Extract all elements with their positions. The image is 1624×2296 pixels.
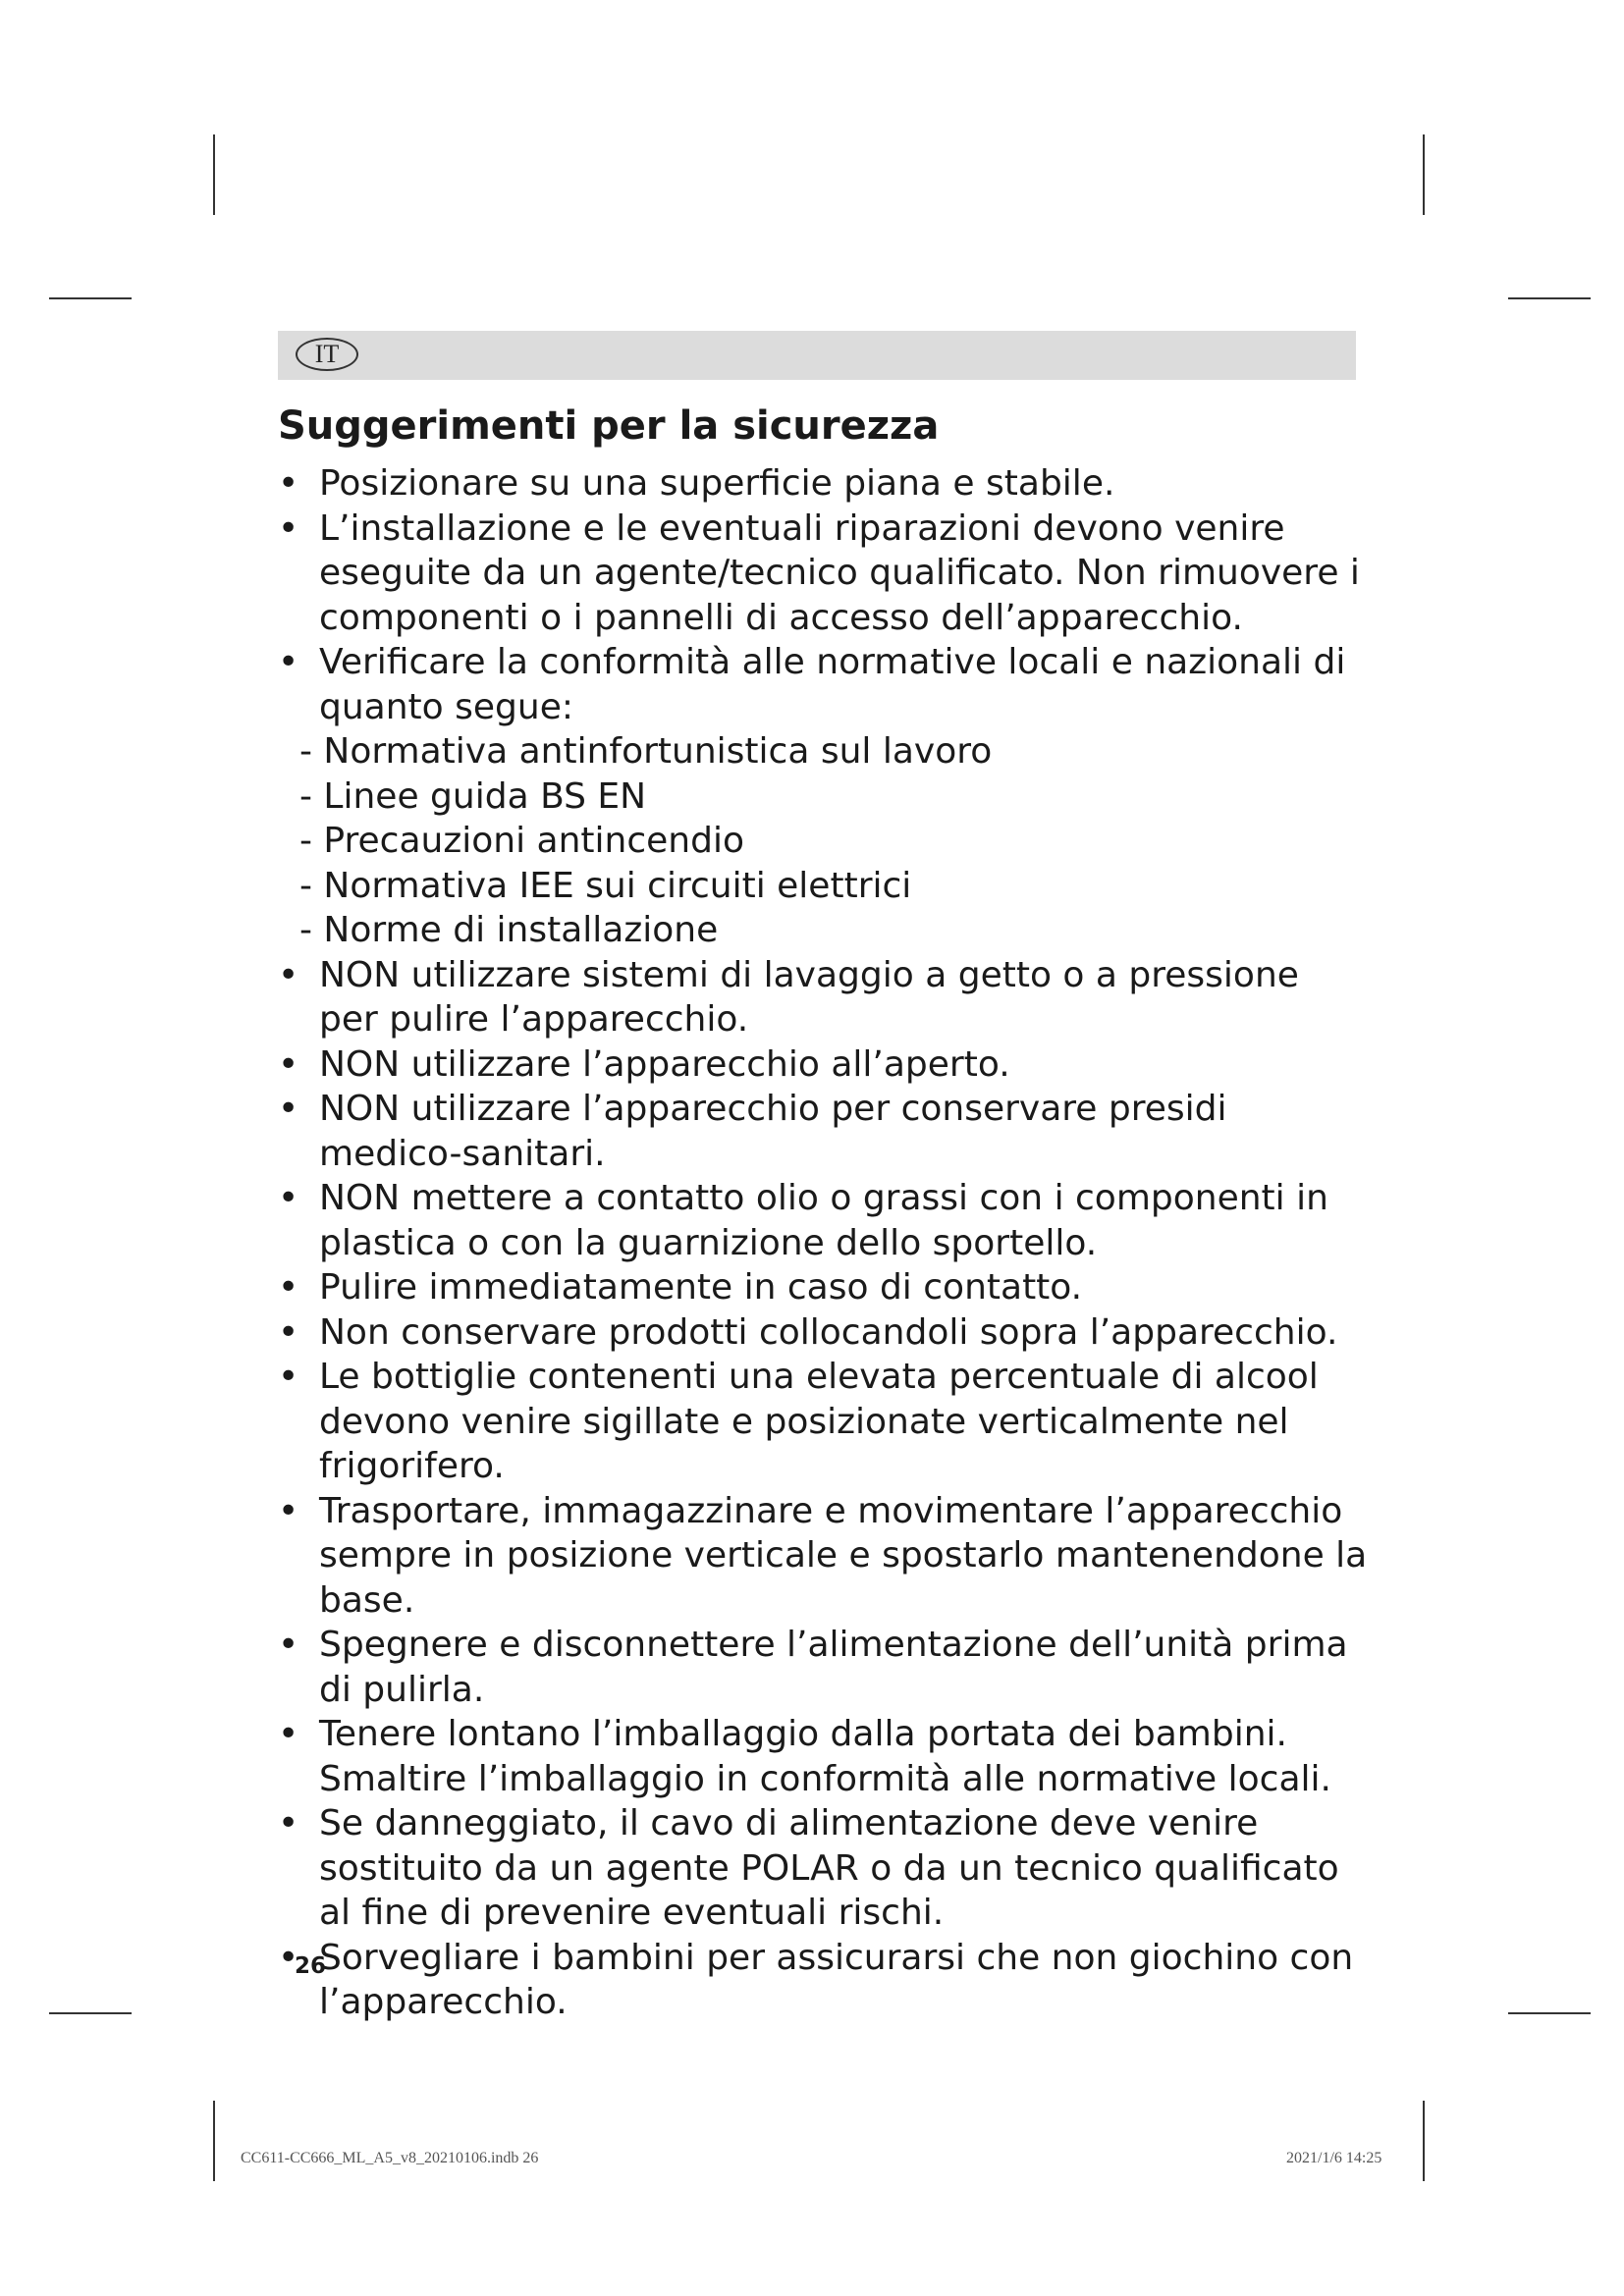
list-item: • NON utilizzare l’apparecchio all’aperto.	[278, 1042, 1368, 1088]
list-item: • NON mettere a contatto olio o grassi con i componenti in plastica o con la guarnizione dello sportello.	[278, 1176, 1368, 1265]
section-title: Suggerimenti per la sicurezza	[278, 403, 940, 449]
footer-file-info: CC611-CC666_ML_A5_v8_20210106.indb 26	[241, 2150, 539, 2166]
crop-mark	[213, 2101, 215, 2181]
list-item: • Tenere lontano l’imballaggio dalla portata dei bambini. Smaltire l’imballaggio in conformità alle normative locali.	[278, 1712, 1368, 1801]
list-item: • Le bottiglie contenenti una elevata percentuale di alcool devono venire sigillate e posizionate verticalmente nel frigorifero.	[278, 1355, 1368, 1489]
crop-mark	[49, 297, 132, 299]
list-item: • Posizionare su una superficie piana e stabile.	[278, 461, 1368, 507]
crop-mark	[1508, 2012, 1591, 2014]
list-item: • Se danneggiato, il cavo di alimentazione deve venire sostituito da un agente POLAR o da un tecnico qualificato al fine di prevenire eventuali rischi.	[278, 1801, 1368, 1936]
list-item: • Sorvegliare i bambini per assicurarsi che non giochino con l’apparecchio.	[278, 1936, 1368, 2025]
safety-section	[278, 399, 1368, 2025]
sub-list-item: - Norme di installazione	[299, 910, 719, 950]
list-item: • Spegnere e disconnettere l’alimentazione dell’unità prima di pulirla.	[278, 1623, 1368, 1712]
language-badge: IT	[296, 338, 358, 371]
list-item: • NON utilizzare sistemi di lavaggio a getto o a pressione per pulire l’apparecchio.	[278, 953, 1368, 1042]
sub-list-item: - Normativa antinfortunistica sul lavoro	[299, 731, 993, 772]
crop-mark	[1508, 297, 1591, 299]
list-item: • NON utilizzare l’apparecchio per conservare presidi medico-sanitari.	[278, 1087, 1368, 1176]
list-item: • Verificare la conformità alle normative locali e nazionali di quanto segue:	[278, 640, 1368, 729]
crop-mark	[213, 134, 215, 215]
crop-mark	[1423, 2101, 1425, 2181]
list-item: • L’installazione e le eventuali riparazioni devono venire eseguite da un agente/tecnico qualificato. Non rimuovere i componenti o i pannelli di accesso dell’apparecchio.	[278, 507, 1368, 641]
language-bar	[278, 331, 1356, 380]
list-item: • Pulire immediatamente in caso di contatto.	[278, 1265, 1368, 1310]
crop-mark	[49, 2012, 132, 2014]
list-item: • Trasportare, immagazzinare e movimentare l’apparecchio sempre in posizione verticale e spostarlo mantenendone la base.	[278, 1489, 1368, 1624]
list-item: • Non conservare prodotti collocandoli sopra l’apparecchio.	[278, 1310, 1368, 1356]
footer-date-time: 2021/1/6 14:25	[1286, 2150, 1382, 2166]
sub-list-item: - Linee guida BS EN	[299, 775, 647, 817]
safety-list	[278, 461, 1368, 2025]
page-number: 26	[295, 1953, 327, 1979]
sub-list-item: - Precauzioni antincendio	[299, 821, 744, 861]
crop-mark	[1423, 134, 1425, 215]
sub-list-item: - Normativa IEE sui circuiti elettrici	[299, 865, 912, 906]
